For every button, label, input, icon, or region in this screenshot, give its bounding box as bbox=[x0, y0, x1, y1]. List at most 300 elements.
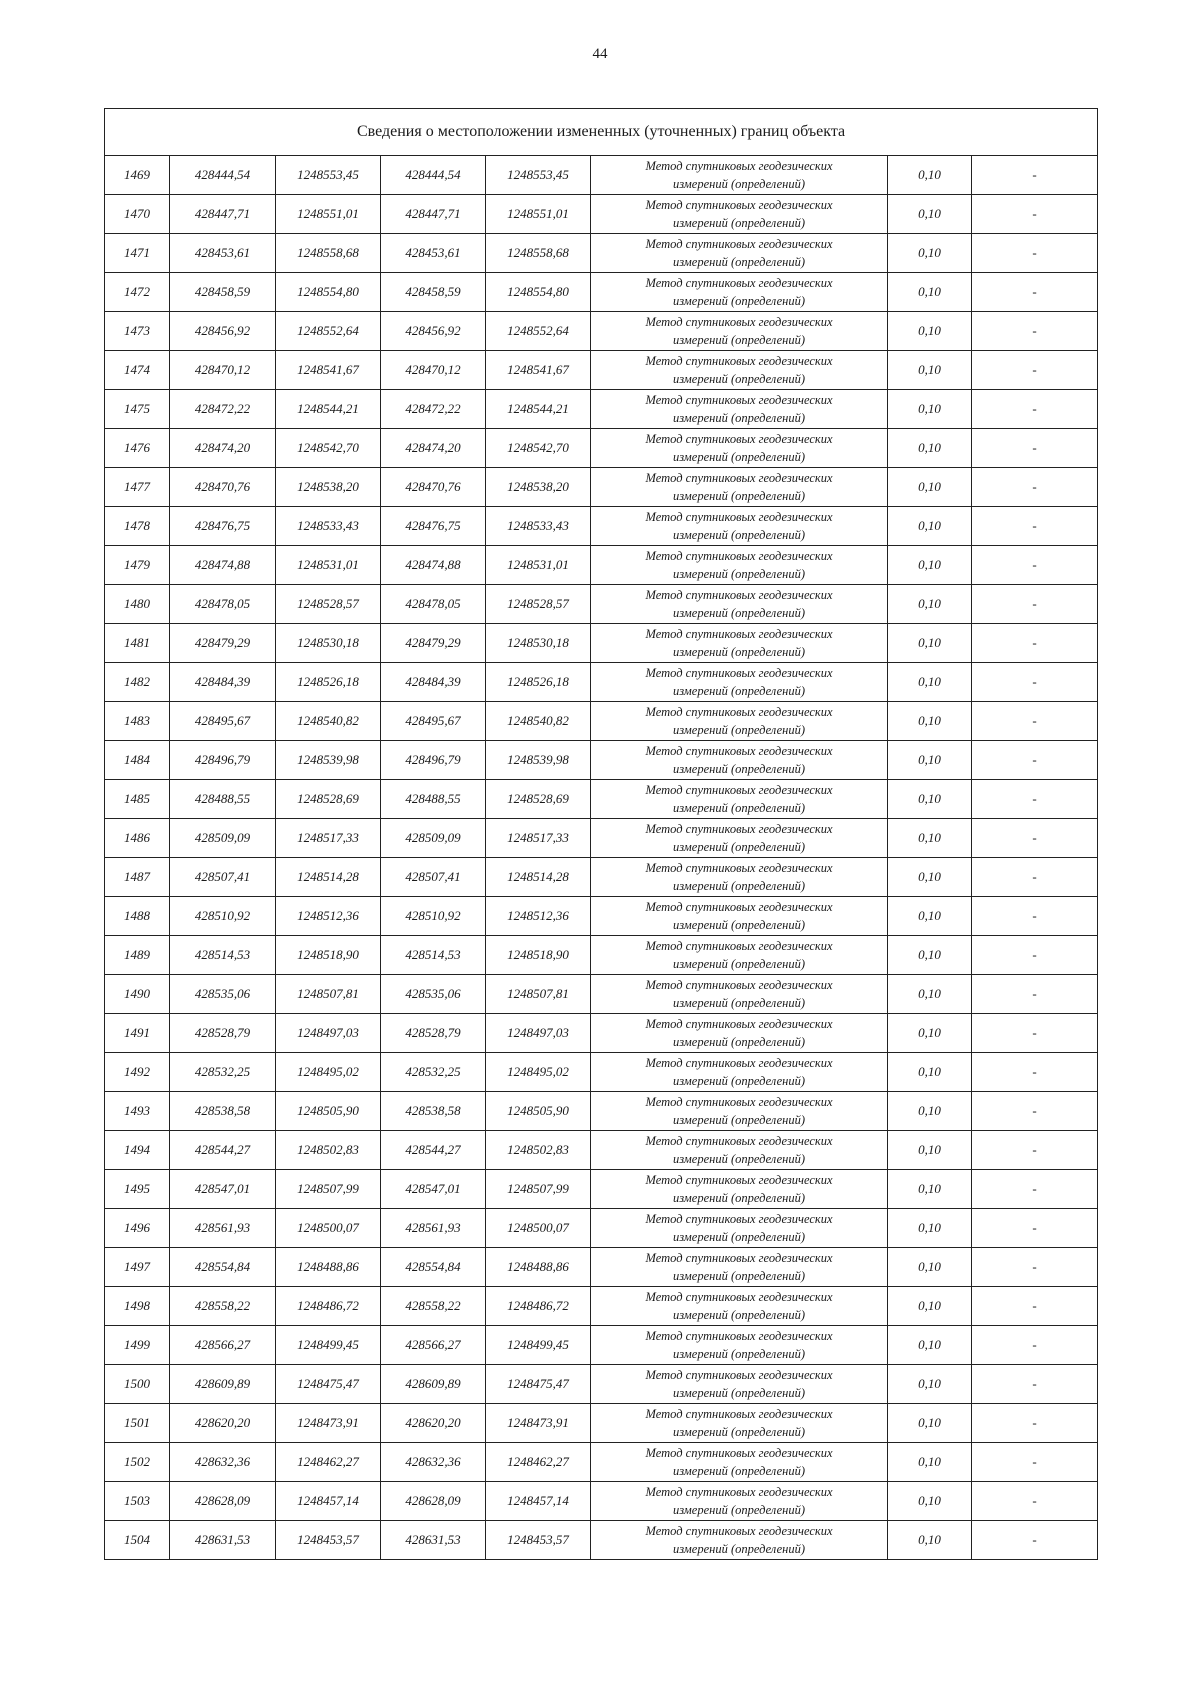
table-row bbox=[105, 624, 1098, 663]
existing-y-cell: 1248505,90 bbox=[276, 1092, 381, 1131]
point-number-cell: 1469 bbox=[105, 156, 170, 195]
existing-y-cell: 1248475,47 bbox=[276, 1365, 381, 1404]
point-number-cell: 1473 bbox=[105, 312, 170, 351]
existing-y-cell: 1248533,43 bbox=[276, 507, 381, 546]
refined-y-cell: 1248507,81 bbox=[486, 975, 591, 1014]
table-row bbox=[105, 1014, 1098, 1053]
point-number-cell: 1492 bbox=[105, 1053, 170, 1092]
method-line-1: Метод спутниковых геодезических bbox=[645, 588, 833, 602]
refined-x-cell: 428478,05 bbox=[381, 585, 486, 624]
refined-y-cell: 1248538,20 bbox=[486, 468, 591, 507]
method-cell bbox=[591, 741, 888, 780]
refined-x-cell: 428509,09 bbox=[381, 819, 486, 858]
point-number-cell: 1477 bbox=[105, 468, 170, 507]
existing-x-cell: 428474,20 bbox=[170, 429, 276, 468]
method-line-2: измерений (определений) bbox=[672, 1503, 805, 1517]
method-line-2: измерений (определений) bbox=[672, 957, 805, 971]
existing-y-cell: 1248457,14 bbox=[276, 1482, 381, 1521]
note-cell: - bbox=[972, 195, 1098, 234]
method-cell bbox=[591, 1248, 888, 1287]
table-row bbox=[105, 1404, 1098, 1443]
existing-y-cell: 1248538,20 bbox=[276, 468, 381, 507]
point-number-cell: 1502 bbox=[105, 1443, 170, 1482]
method-cell bbox=[591, 156, 888, 195]
method-line-1: Метод спутниковых геодезических bbox=[645, 1524, 833, 1538]
refined-x-cell: 428514,53 bbox=[381, 936, 486, 975]
method-cell bbox=[591, 1287, 888, 1326]
precision-cell: 0,10 bbox=[888, 1209, 972, 1248]
note-cell: - bbox=[972, 1482, 1098, 1521]
method-line-1: Метод спутниковых геодезических bbox=[645, 432, 833, 446]
point-number-cell: 1489 bbox=[105, 936, 170, 975]
method-cell bbox=[591, 1131, 888, 1170]
note-cell: - bbox=[972, 936, 1098, 975]
table-row bbox=[105, 195, 1098, 234]
method-line-2: измерений (определений) bbox=[672, 1230, 805, 1244]
precision-cell: 0,10 bbox=[888, 156, 972, 195]
method-line-2: измерений (определений) bbox=[672, 840, 805, 854]
table-row bbox=[105, 312, 1098, 351]
method-line-2: измерений (определений) bbox=[672, 879, 805, 893]
method-cell bbox=[591, 1209, 888, 1248]
method-line-1: Метод спутниковых геодезических bbox=[645, 1134, 833, 1148]
table-row bbox=[105, 1287, 1098, 1326]
table-title: Сведения о местоположении измененных (уточненных) границ объекта bbox=[105, 109, 1098, 156]
note-cell: - bbox=[972, 858, 1098, 897]
existing-y-cell: 1248497,03 bbox=[276, 1014, 381, 1053]
method-line-1: Метод спутниковых геодезических bbox=[645, 1212, 833, 1226]
existing-y-cell: 1248486,72 bbox=[276, 1287, 381, 1326]
method-cell bbox=[591, 819, 888, 858]
note-cell: - bbox=[972, 1326, 1098, 1365]
method-line-1: Метод спутниковых геодезических bbox=[645, 627, 833, 641]
method-line-2: измерений (определений) bbox=[672, 723, 805, 737]
precision-cell: 0,10 bbox=[888, 1521, 972, 1560]
existing-y-cell: 1248528,69 bbox=[276, 780, 381, 819]
refined-y-cell: 1248462,27 bbox=[486, 1443, 591, 1482]
method-cell bbox=[591, 975, 888, 1014]
method-cell bbox=[591, 1053, 888, 1092]
point-number-cell: 1484 bbox=[105, 741, 170, 780]
note-cell: - bbox=[972, 819, 1098, 858]
table-row bbox=[105, 234, 1098, 273]
method-cell bbox=[591, 1443, 888, 1482]
existing-x-cell: 428510,92 bbox=[170, 897, 276, 936]
refined-x-cell: 428632,36 bbox=[381, 1443, 486, 1482]
refined-y-cell: 1248517,33 bbox=[486, 819, 591, 858]
precision-cell: 0,10 bbox=[888, 312, 972, 351]
refined-y-cell: 1248528,57 bbox=[486, 585, 591, 624]
refined-x-cell: 428479,29 bbox=[381, 624, 486, 663]
existing-y-cell: 1248507,81 bbox=[276, 975, 381, 1014]
table-row bbox=[105, 858, 1098, 897]
refined-y-cell: 1248551,01 bbox=[486, 195, 591, 234]
note-cell: - bbox=[972, 1521, 1098, 1560]
note-cell: - bbox=[972, 624, 1098, 663]
existing-y-cell: 1248554,80 bbox=[276, 273, 381, 312]
point-number-cell: 1501 bbox=[105, 1404, 170, 1443]
method-cell bbox=[591, 273, 888, 312]
precision-cell: 0,10 bbox=[888, 819, 972, 858]
precision-cell: 0,10 bbox=[888, 1014, 972, 1053]
existing-x-cell: 428558,22 bbox=[170, 1287, 276, 1326]
existing-y-cell: 1248500,07 bbox=[276, 1209, 381, 1248]
existing-y-cell: 1248499,45 bbox=[276, 1326, 381, 1365]
point-number-cell: 1493 bbox=[105, 1092, 170, 1131]
point-number-cell: 1495 bbox=[105, 1170, 170, 1209]
method-cell bbox=[591, 1404, 888, 1443]
existing-y-cell: 1248531,01 bbox=[276, 546, 381, 585]
refined-y-cell: 1248554,80 bbox=[486, 273, 591, 312]
note-cell: - bbox=[972, 507, 1098, 546]
method-line-1: Метод спутниковых геодезических bbox=[645, 393, 833, 407]
refined-x-cell: 428456,92 bbox=[381, 312, 486, 351]
note-cell: - bbox=[972, 1209, 1098, 1248]
refined-x-cell: 428476,75 bbox=[381, 507, 486, 546]
refined-y-cell: 1248540,82 bbox=[486, 702, 591, 741]
existing-y-cell: 1248517,33 bbox=[276, 819, 381, 858]
table-row bbox=[105, 273, 1098, 312]
existing-x-cell: 428628,09 bbox=[170, 1482, 276, 1521]
refined-y-cell: 1248539,98 bbox=[486, 741, 591, 780]
note-cell: - bbox=[972, 351, 1098, 390]
refined-x-cell: 428538,58 bbox=[381, 1092, 486, 1131]
existing-y-cell: 1248551,01 bbox=[276, 195, 381, 234]
method-line-1: Метод спутниковых геодезических bbox=[645, 705, 833, 719]
refined-y-cell: 1248497,03 bbox=[486, 1014, 591, 1053]
existing-x-cell: 428453,61 bbox=[170, 234, 276, 273]
existing-y-cell: 1248473,91 bbox=[276, 1404, 381, 1443]
refined-x-cell: 428472,22 bbox=[381, 390, 486, 429]
method-cell bbox=[591, 429, 888, 468]
existing-y-cell: 1248488,86 bbox=[276, 1248, 381, 1287]
table-row bbox=[105, 156, 1098, 195]
table-row bbox=[105, 1131, 1098, 1170]
existing-y-cell: 1248544,21 bbox=[276, 390, 381, 429]
refined-y-cell: 1248533,43 bbox=[486, 507, 591, 546]
point-number-cell: 1497 bbox=[105, 1248, 170, 1287]
refined-y-cell: 1248544,21 bbox=[486, 390, 591, 429]
table-row bbox=[105, 819, 1098, 858]
method-line-2: измерений (определений) bbox=[672, 1074, 805, 1088]
method-line-1: Метод спутниковых геодезических bbox=[645, 1056, 833, 1070]
table-row bbox=[105, 1365, 1098, 1404]
note-cell: - bbox=[972, 429, 1098, 468]
method-cell bbox=[591, 936, 888, 975]
refined-x-cell: 428510,92 bbox=[381, 897, 486, 936]
method-line-2: измерений (определений) bbox=[672, 567, 805, 581]
method-line-1: Метод спутниковых геодезических bbox=[645, 1017, 833, 1031]
note-cell: - bbox=[972, 585, 1098, 624]
refined-y-cell: 1248453,57 bbox=[486, 1521, 591, 1560]
precision-cell: 0,10 bbox=[888, 1248, 972, 1287]
precision-cell: 0,10 bbox=[888, 507, 972, 546]
table-row bbox=[105, 897, 1098, 936]
existing-y-cell: 1248512,36 bbox=[276, 897, 381, 936]
method-cell bbox=[591, 195, 888, 234]
refined-x-cell: 428535,06 bbox=[381, 975, 486, 1014]
refined-x-cell: 428507,41 bbox=[381, 858, 486, 897]
note-cell: - bbox=[972, 1014, 1098, 1053]
existing-x-cell: 428538,58 bbox=[170, 1092, 276, 1131]
table-row bbox=[105, 1443, 1098, 1482]
note-cell: - bbox=[972, 780, 1098, 819]
method-cell bbox=[591, 234, 888, 273]
method-cell bbox=[591, 1521, 888, 1560]
point-number-cell: 1472 bbox=[105, 273, 170, 312]
refined-y-cell: 1248512,36 bbox=[486, 897, 591, 936]
existing-x-cell: 428496,79 bbox=[170, 741, 276, 780]
existing-y-cell: 1248526,18 bbox=[276, 663, 381, 702]
existing-x-cell: 428544,27 bbox=[170, 1131, 276, 1170]
refined-x-cell: 428544,27 bbox=[381, 1131, 486, 1170]
refined-y-cell: 1248457,14 bbox=[486, 1482, 591, 1521]
existing-x-cell: 428484,39 bbox=[170, 663, 276, 702]
refined-y-cell: 1248505,90 bbox=[486, 1092, 591, 1131]
point-number-cell: 1476 bbox=[105, 429, 170, 468]
refined-x-cell: 428447,71 bbox=[381, 195, 486, 234]
refined-x-cell: 428453,61 bbox=[381, 234, 486, 273]
table-row bbox=[105, 546, 1098, 585]
method-line-2: измерений (определений) bbox=[672, 606, 805, 620]
point-number-cell: 1504 bbox=[105, 1521, 170, 1560]
precision-cell: 0,10 bbox=[888, 897, 972, 936]
method-line-1: Метод спутниковых геодезических bbox=[645, 1290, 833, 1304]
boundary-coordinates-table bbox=[104, 108, 1098, 1560]
precision-cell: 0,10 bbox=[888, 1365, 972, 1404]
method-cell bbox=[591, 312, 888, 351]
precision-cell: 0,10 bbox=[888, 468, 972, 507]
refined-x-cell: 428444,54 bbox=[381, 156, 486, 195]
refined-y-cell: 1248528,69 bbox=[486, 780, 591, 819]
existing-y-cell: 1248502,83 bbox=[276, 1131, 381, 1170]
existing-y-cell: 1248530,18 bbox=[276, 624, 381, 663]
method-line-2: измерений (определений) bbox=[672, 528, 805, 542]
note-cell: - bbox=[972, 234, 1098, 273]
refined-x-cell: 428547,01 bbox=[381, 1170, 486, 1209]
method-cell bbox=[591, 1326, 888, 1365]
existing-y-cell: 1248528,57 bbox=[276, 585, 381, 624]
precision-cell: 0,10 bbox=[888, 429, 972, 468]
precision-cell: 0,10 bbox=[888, 663, 972, 702]
refined-x-cell: 428488,55 bbox=[381, 780, 486, 819]
existing-x-cell: 428507,41 bbox=[170, 858, 276, 897]
method-line-2: измерений (определений) bbox=[672, 1113, 805, 1127]
page-number: 44 bbox=[592, 46, 608, 62]
precision-cell: 0,10 bbox=[888, 624, 972, 663]
point-number-cell: 1494 bbox=[105, 1131, 170, 1170]
refined-x-cell: 428532,25 bbox=[381, 1053, 486, 1092]
method-line-1: Метод спутниковых геодезических bbox=[645, 198, 833, 212]
refined-y-cell: 1248526,18 bbox=[486, 663, 591, 702]
table-row bbox=[105, 585, 1098, 624]
existing-y-cell: 1248552,64 bbox=[276, 312, 381, 351]
existing-x-cell: 428609,89 bbox=[170, 1365, 276, 1404]
existing-x-cell: 428444,54 bbox=[170, 156, 276, 195]
method-cell bbox=[591, 390, 888, 429]
existing-x-cell: 428495,67 bbox=[170, 702, 276, 741]
refined-x-cell: 428558,22 bbox=[381, 1287, 486, 1326]
refined-y-cell: 1248531,01 bbox=[486, 546, 591, 585]
precision-cell: 0,10 bbox=[888, 1131, 972, 1170]
note-cell: - bbox=[972, 1365, 1098, 1404]
note-cell: - bbox=[972, 1404, 1098, 1443]
point-number-cell: 1496 bbox=[105, 1209, 170, 1248]
method-line-2: измерений (определений) bbox=[672, 645, 805, 659]
refined-x-cell: 428566,27 bbox=[381, 1326, 486, 1365]
existing-y-cell: 1248541,67 bbox=[276, 351, 381, 390]
point-number-cell: 1479 bbox=[105, 546, 170, 585]
method-cell bbox=[591, 1092, 888, 1131]
point-number-cell: 1500 bbox=[105, 1365, 170, 1404]
method-line-2: измерений (определений) bbox=[672, 1386, 805, 1400]
method-line-1: Метод спутниковых геодезических bbox=[645, 900, 833, 914]
method-line-2: измерений (определений) bbox=[672, 996, 805, 1010]
point-number-cell: 1486 bbox=[105, 819, 170, 858]
precision-cell: 0,10 bbox=[888, 1443, 972, 1482]
existing-y-cell: 1248518,90 bbox=[276, 936, 381, 975]
existing-y-cell: 1248453,57 bbox=[276, 1521, 381, 1560]
existing-x-cell: 428566,27 bbox=[170, 1326, 276, 1365]
method-line-2: измерений (определений) bbox=[672, 1269, 805, 1283]
refined-y-cell: 1248486,72 bbox=[486, 1287, 591, 1326]
point-number-cell: 1490 bbox=[105, 975, 170, 1014]
table-row bbox=[105, 936, 1098, 975]
method-line-1: Метод спутниковых геодезических bbox=[645, 471, 833, 485]
refined-x-cell: 428631,53 bbox=[381, 1521, 486, 1560]
existing-x-cell: 428478,05 bbox=[170, 585, 276, 624]
note-cell: - bbox=[972, 273, 1098, 312]
method-line-1: Метод спутниковых геодезических bbox=[645, 744, 833, 758]
method-line-1: Метод спутниковых геодезических bbox=[645, 1329, 833, 1343]
method-cell bbox=[591, 1170, 888, 1209]
table-row bbox=[105, 1482, 1098, 1521]
method-line-2: измерений (определений) bbox=[672, 918, 805, 932]
method-line-2: измерений (определений) bbox=[672, 801, 805, 815]
refined-x-cell: 428496,79 bbox=[381, 741, 486, 780]
refined-y-cell: 1248518,90 bbox=[486, 936, 591, 975]
refined-x-cell: 428470,76 bbox=[381, 468, 486, 507]
existing-y-cell: 1248495,02 bbox=[276, 1053, 381, 1092]
point-number-cell: 1474 bbox=[105, 351, 170, 390]
method-cell bbox=[591, 1365, 888, 1404]
precision-cell: 0,10 bbox=[888, 390, 972, 429]
method-line-2: измерений (определений) bbox=[672, 450, 805, 464]
refined-y-cell: 1248499,45 bbox=[486, 1326, 591, 1365]
refined-y-cell: 1248473,91 bbox=[486, 1404, 591, 1443]
method-line-1: Метод спутниковых геодезических bbox=[645, 666, 833, 680]
table-row bbox=[105, 1521, 1098, 1560]
table-row bbox=[105, 1092, 1098, 1131]
refined-x-cell: 428474,88 bbox=[381, 546, 486, 585]
method-cell bbox=[591, 585, 888, 624]
existing-x-cell: 428479,29 bbox=[170, 624, 276, 663]
table-row bbox=[105, 780, 1098, 819]
precision-cell: 0,10 bbox=[888, 741, 972, 780]
method-line-2: измерений (определений) bbox=[672, 294, 805, 308]
method-line-1: Метод спутниковых геодезических bbox=[645, 1173, 833, 1187]
method-line-2: измерений (определений) bbox=[672, 489, 805, 503]
refined-y-cell: 1248500,07 bbox=[486, 1209, 591, 1248]
existing-x-cell: 428547,01 bbox=[170, 1170, 276, 1209]
refined-y-cell: 1248475,47 bbox=[486, 1365, 591, 1404]
method-line-2: измерений (определений) bbox=[672, 216, 805, 230]
note-cell: - bbox=[972, 1053, 1098, 1092]
note-cell: - bbox=[972, 975, 1098, 1014]
method-line-1: Метод спутниковых геодезических bbox=[645, 510, 833, 524]
precision-cell: 0,10 bbox=[888, 585, 972, 624]
refined-y-cell: 1248558,68 bbox=[486, 234, 591, 273]
method-line-1: Метод спутниковых геодезических bbox=[645, 354, 833, 368]
method-line-1: Метод спутниковых геодезических bbox=[645, 549, 833, 563]
refined-x-cell: 428620,20 bbox=[381, 1404, 486, 1443]
refined-x-cell: 428470,12 bbox=[381, 351, 486, 390]
method-line-1: Метод спутниковых геодезических bbox=[645, 237, 833, 251]
precision-cell: 0,10 bbox=[888, 1053, 972, 1092]
precision-cell: 0,10 bbox=[888, 858, 972, 897]
table-row bbox=[105, 468, 1098, 507]
precision-cell: 0,10 bbox=[888, 195, 972, 234]
existing-x-cell: 428476,75 bbox=[170, 507, 276, 546]
note-cell: - bbox=[972, 312, 1098, 351]
precision-cell: 0,10 bbox=[888, 546, 972, 585]
existing-y-cell: 1248462,27 bbox=[276, 1443, 381, 1482]
method-line-2: измерений (определений) bbox=[672, 1191, 805, 1205]
note-cell: - bbox=[972, 546, 1098, 585]
table-row bbox=[105, 975, 1098, 1014]
method-line-2: измерений (определений) bbox=[672, 372, 805, 386]
method-cell bbox=[591, 351, 888, 390]
method-line-2: измерений (определений) bbox=[672, 1542, 805, 1556]
method-cell bbox=[591, 468, 888, 507]
point-number-cell: 1487 bbox=[105, 858, 170, 897]
point-number-cell: 1503 bbox=[105, 1482, 170, 1521]
note-cell: - bbox=[972, 741, 1098, 780]
precision-cell: 0,10 bbox=[888, 1287, 972, 1326]
method-cell bbox=[591, 897, 888, 936]
refined-x-cell: 428609,89 bbox=[381, 1365, 486, 1404]
existing-x-cell: 428470,12 bbox=[170, 351, 276, 390]
refined-y-cell: 1248542,70 bbox=[486, 429, 591, 468]
note-cell: - bbox=[972, 156, 1098, 195]
existing-x-cell: 428620,20 bbox=[170, 1404, 276, 1443]
method-line-2: измерений (определений) bbox=[672, 1308, 805, 1322]
method-line-1: Метод спутниковых геодезических bbox=[645, 1446, 833, 1460]
refined-y-cell: 1248502,83 bbox=[486, 1131, 591, 1170]
method-line-2: измерений (определений) bbox=[672, 1464, 805, 1478]
note-cell: - bbox=[972, 1248, 1098, 1287]
note-cell: - bbox=[972, 663, 1098, 702]
existing-x-cell: 428472,22 bbox=[170, 390, 276, 429]
refined-y-cell: 1248488,86 bbox=[486, 1248, 591, 1287]
precision-cell: 0,10 bbox=[888, 234, 972, 273]
method-line-2: измерений (определений) bbox=[672, 1152, 805, 1166]
point-number-cell: 1488 bbox=[105, 897, 170, 936]
note-cell: - bbox=[972, 1131, 1098, 1170]
note-cell: - bbox=[972, 1170, 1098, 1209]
table-row bbox=[105, 390, 1098, 429]
existing-x-cell: 428509,09 bbox=[170, 819, 276, 858]
existing-x-cell: 428470,76 bbox=[170, 468, 276, 507]
note-cell: - bbox=[972, 1443, 1098, 1482]
table-row bbox=[105, 351, 1098, 390]
method-line-1: Метод спутниковых геодезических bbox=[645, 861, 833, 875]
existing-x-cell: 428488,55 bbox=[170, 780, 276, 819]
precision-cell: 0,10 bbox=[888, 1326, 972, 1365]
method-cell bbox=[591, 780, 888, 819]
method-cell bbox=[591, 546, 888, 585]
refined-x-cell: 428495,67 bbox=[381, 702, 486, 741]
